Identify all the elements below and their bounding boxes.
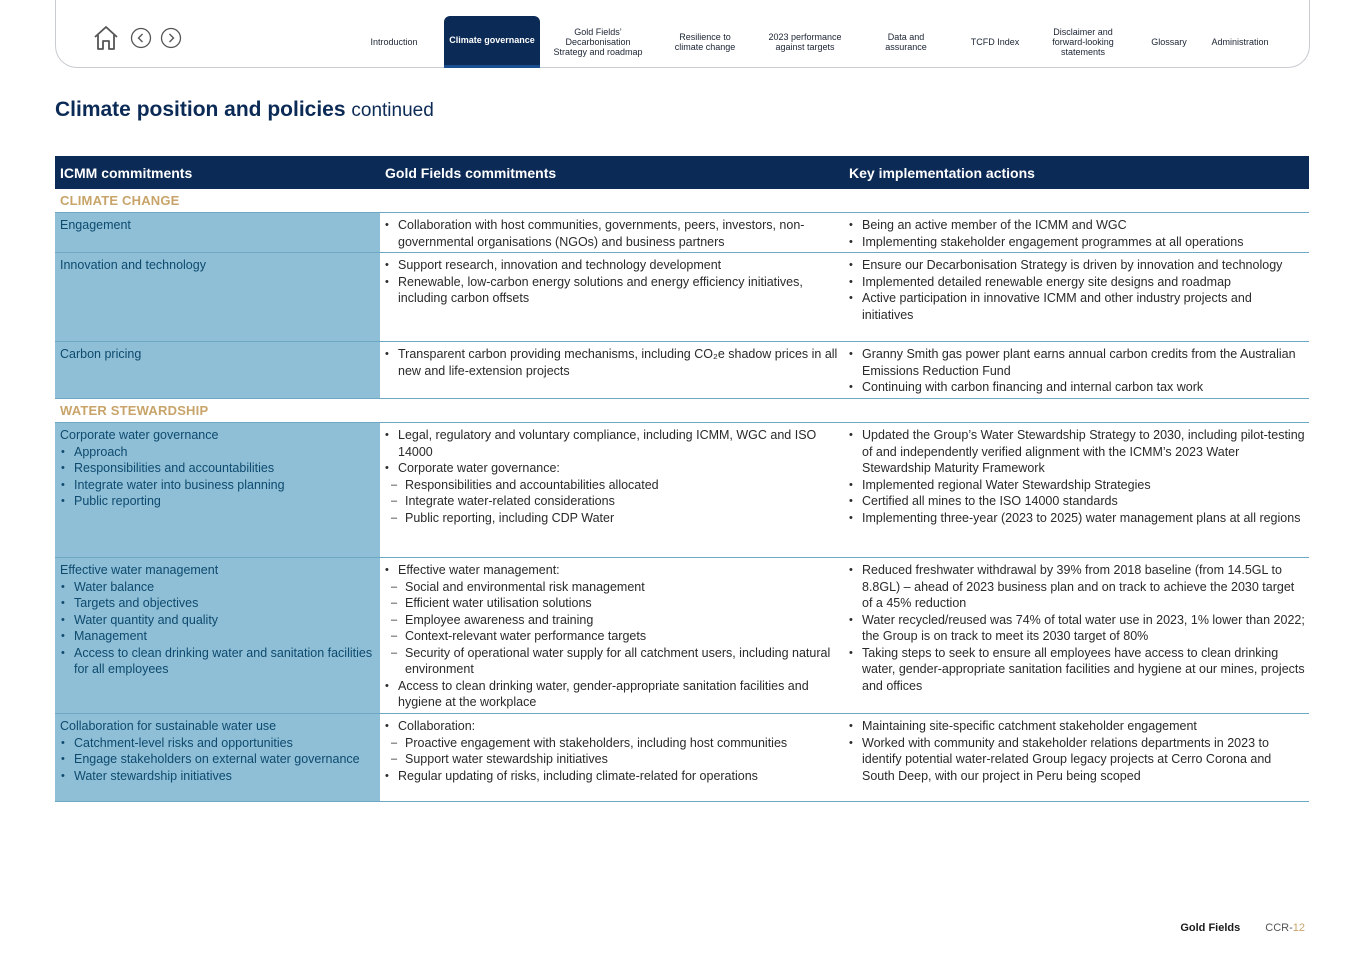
commitment-text: Collaboration: (398, 719, 476, 733)
commitment-subitem: – Support water stewardship initiatives (384, 751, 840, 768)
icmm-item: • Public reporting (60, 493, 376, 510)
commitment-list (384, 718, 840, 784)
tab-performance[interactable]: 2023 performance against targets (768, 32, 842, 52)
commitment-subitem: – Social and environmental risk management (384, 579, 840, 596)
commitment-item (384, 274, 840, 307)
commitment-subitem: – Public reporting, including CDP Water (384, 510, 840, 527)
action-item: • Implementing three-year (2023 to 2025) water management plans at all regions (848, 510, 1305, 527)
page-prefix: CCR- (1265, 922, 1293, 934)
actions-list (848, 257, 1305, 323)
action-item: • Updated the Group’s Water Stewardship Strategy to 2030, including pilot-testing of and independently verified alignment with the ICMM’s 2023 Water Stewardship Maturity Framework (848, 427, 1305, 477)
commitment-sublist (384, 735, 840, 768)
action-item: • Taking steps to seek to ensure all employees have access to clean drinking water, gender-appropriate sanitation facilities and hygiene at our mines, projects and offices (848, 645, 1305, 695)
commitment-text: Access to clean drinking water, gender-appropriate sanitation facilities and hygiene at the workplace (398, 678, 809, 709)
icmm-title: Collaboration for sustainable water use (60, 719, 277, 733)
icmm-item: • Catchment-level risks and opportunities (60, 735, 376, 752)
page-num: 12 (1292, 922, 1305, 934)
actions-cell (844, 213, 1309, 252)
commitment-item (384, 217, 840, 250)
icmm-item: • Integrate water into business planning (60, 477, 376, 494)
table-body (55, 189, 1309, 802)
commitment-item (384, 257, 840, 274)
icmm-cell (55, 558, 380, 713)
gold-fields-cell (380, 423, 844, 557)
actions-list (848, 217, 1305, 250)
commitment-subitem: – Security of operational water supply for all catchment users, including natural environment (384, 645, 840, 678)
icmm-cell (55, 423, 380, 557)
commitment-sub-wrap (384, 735, 840, 768)
actions-cell (844, 253, 1309, 341)
commitment-text: Collaboration with host communities, governments, peers, investors, non-governmental organisations (NGOs) and business partners (398, 218, 805, 249)
icmm-item: • Responsibilities and accountabilities (60, 460, 376, 477)
commitment-list (384, 257, 840, 307)
commitment-text: Corporate water governance: (398, 461, 560, 475)
commitment-sublist (384, 579, 840, 678)
icmm-list (60, 444, 376, 510)
icmm-item: • Water balance (60, 579, 376, 596)
action-item: • Worked with community and stakeholder relations departments in 2023 to identify potential water-related Group legacy projects at Cerro Corona and South Deep, with our project in Peru being scoped (848, 735, 1305, 785)
commitment-subitem: – Employee awareness and training (384, 612, 840, 629)
tab-glossary[interactable]: Glossary (1151, 37, 1187, 47)
gold-fields-cell (380, 558, 844, 713)
icmm-title: Effective water management (60, 563, 219, 577)
icmm-title: Corporate water governance (60, 428, 219, 442)
commitment-text: Legal, regulatory and voluntary compliance, including ICMM, WGC and ISO 14000 (398, 428, 817, 459)
commitment-item (384, 718, 840, 735)
commitment-subitem: – Proactive engagement with stakeholders, including host communities (384, 735, 840, 752)
gold-fields-cell (380, 213, 844, 252)
commitment-item (384, 346, 840, 379)
page-footer (1180, 922, 1305, 934)
page-number (1265, 922, 1305, 934)
actions-cell (844, 558, 1309, 713)
commitment-subitem: – Integrate water-related considerations (384, 493, 840, 510)
gold-fields-cell (380, 342, 844, 398)
action-item: • Continuing with carbon financing and internal carbon tax work (848, 379, 1305, 396)
icmm-item: • Engage stakeholders on external water governance (60, 751, 376, 768)
tab-resilience[interactable]: Resilience to climate change (674, 32, 736, 52)
table-row (55, 253, 1309, 342)
commitment-item (384, 460, 840, 477)
commitment-sub-wrap (384, 477, 840, 527)
actions-list (848, 718, 1305, 784)
commitment-item (384, 562, 840, 579)
commitment-subitem: – Responsibilities and accountabilities allocated (384, 477, 840, 494)
action-item: • Reduced freshwater withdrawal by 39% from 2018 baseline (from 14.5GL to 8.8GL) – ahead of 2023 business plan and on track to achieve the 2030 target of a 45% reduction (848, 562, 1305, 612)
icmm-cell (55, 253, 380, 341)
commitment-item (384, 678, 840, 711)
section-header: CLIMATE CHANGE (55, 189, 1309, 213)
commitment-text: Renewable, low-carbon energy solutions and energy efficiency initiatives, including carbon offsets (398, 274, 803, 305)
table-row (55, 558, 1309, 714)
commitment-sublist (384, 477, 840, 527)
table-row (55, 213, 1309, 253)
commitment-list (384, 427, 840, 526)
commitment-item (384, 427, 840, 460)
actions-list (848, 562, 1305, 694)
commitment-sub-wrap (384, 579, 840, 678)
header-actions: Key implementation actions (849, 164, 1035, 181)
tab-tcfd-index[interactable]: TCFD Index (970, 37, 1020, 47)
commitment-text: Regular updating of risks, including climate-related for operations (398, 768, 758, 783)
commitment-list (384, 217, 840, 250)
action-item: • Implementing stakeholder engagement programmes at all operations (848, 234, 1305, 251)
action-item: • Being an active member of the ICMM and WGC (848, 217, 1305, 234)
icmm-title: Engagement (60, 218, 131, 232)
commitment-list (384, 562, 840, 711)
icmm-list (60, 579, 376, 678)
commitment-list (384, 346, 840, 379)
icmm-item: • Water stewardship initiatives (60, 768, 376, 785)
table-header (55, 156, 1309, 189)
actions-list (848, 427, 1305, 526)
action-item: • Granny Smith gas power plant earns annual carbon credits from the Australian Emissions Reduction Fund (848, 346, 1305, 379)
commitment-item (384, 768, 840, 785)
section-header: WATER STEWARDSHIP (55, 399, 1309, 423)
table-row (55, 714, 1309, 802)
icmm-title: Innovation and technology (60, 258, 206, 272)
action-item: • Ensure our Decarbonisation Strategy is driven by innovation and technology (848, 257, 1305, 274)
table-row (55, 423, 1309, 558)
action-item: • Implemented regional Water Stewardship Strategies (848, 477, 1305, 494)
action-item: • Active participation in innovative ICMM and other industry projects and initiatives (848, 290, 1305, 323)
chevron-left-icon[interactable] (130, 27, 152, 49)
page-title-continued: continued (351, 100, 434, 121)
nav-icons (92, 24, 190, 52)
icmm-cell (55, 342, 380, 398)
commitment-subitem: – Efficient water utilisation solutions (384, 595, 840, 612)
tab-decarbonisation-strategy[interactable]: Gold Fields’ Decarbonisation Strategy and roadmap (553, 27, 643, 57)
actions-cell (844, 423, 1309, 557)
footer-brand: Gold Fields (1180, 922, 1241, 934)
actions-list (848, 346, 1305, 396)
icmm-list (60, 735, 376, 785)
commitment-subitem: – Context-relevant water performance targets (384, 628, 840, 645)
commitment-text: Effective water management: (398, 563, 560, 577)
commitment-text: Transparent carbon providing mechanisms, including CO₂e shadow prices in all new and life-extension projects (398, 347, 838, 378)
tab-administration[interactable]: Administration (1211, 37, 1269, 47)
action-item: • Water recycled/reused was 74% of total water use in 2023, 1% lower than 2022; the Group is on track to meet its 2030 target of 80% (848, 612, 1305, 645)
top-navigation (55, 0, 1310, 68)
commitments-table (55, 156, 1309, 802)
page-title-main: Climate position and policies (55, 98, 346, 121)
tab-introduction[interactable]: Introduction (370, 37, 418, 47)
header-gold-fields: Gold Fields commitments (385, 164, 557, 181)
action-item: • Certified all mines to the ISO 14000 standards (848, 493, 1305, 510)
actions-cell (844, 714, 1309, 801)
icmm-item: • Management (60, 628, 376, 645)
tab-disclaimer[interactable]: Disclaimer and forward-looking statements (1052, 27, 1114, 57)
commitment-text: Support research, innovation and technology development (398, 258, 722, 272)
icmm-item: • Water quantity and quality (60, 612, 376, 629)
home-icon[interactable] (92, 24, 120, 52)
tab-data-assurance[interactable]: Data and assurance (885, 32, 927, 52)
gold-fields-cell (380, 253, 844, 341)
gold-fields-cell (380, 714, 844, 801)
tab-climate-governance[interactable]: Climate governance (444, 16, 540, 68)
header-icmm: ICMM commitments (60, 164, 193, 181)
page-title (55, 98, 434, 122)
action-item: • Implemented detailed renewable energy site designs and roadmap (848, 274, 1305, 291)
icmm-cell (55, 714, 380, 801)
icmm-item: • Targets and objectives (60, 595, 376, 612)
table-row (55, 342, 1309, 399)
icmm-title: Carbon pricing (60, 347, 142, 361)
actions-cell (844, 342, 1309, 398)
icmm-item: • Access to clean drinking water and sanitation facilities for all employees (60, 645, 376, 678)
icmm-item: • Approach (60, 444, 376, 461)
icmm-cell (55, 213, 380, 252)
chevron-right-icon[interactable] (160, 27, 182, 49)
action-item: • Maintaining site-specific catchment stakeholder engagement (848, 718, 1305, 735)
